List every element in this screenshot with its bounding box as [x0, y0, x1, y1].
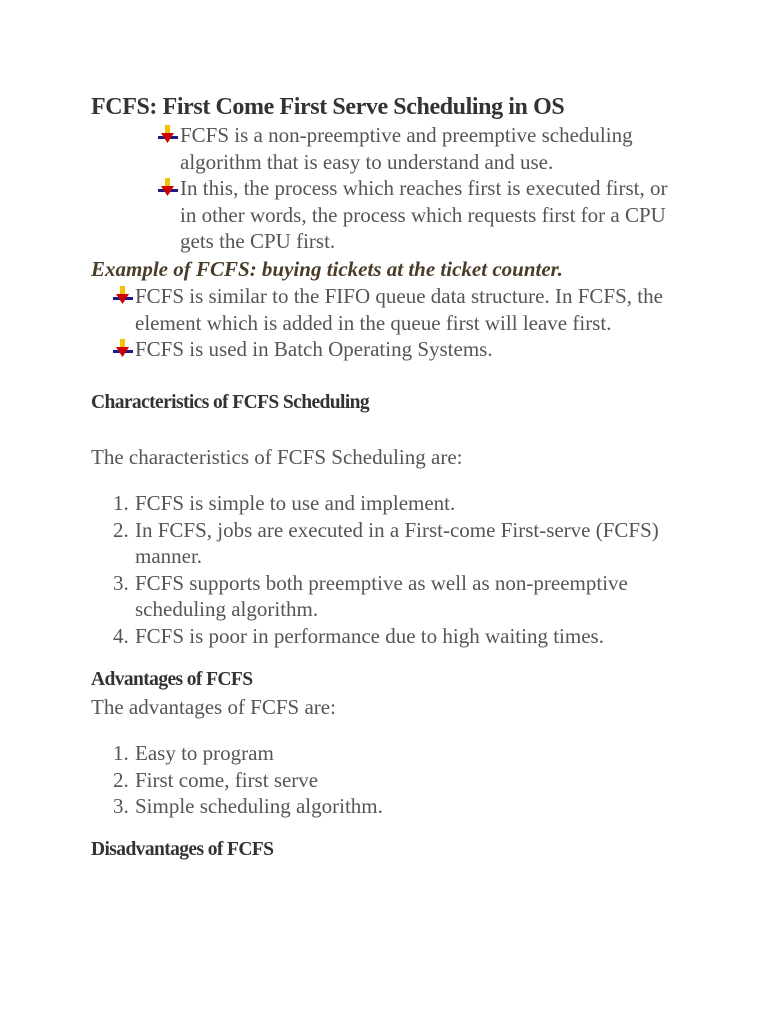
advantages-intro: The advantages of FCFS are: — [91, 695, 336, 719]
list-item — [110, 490, 670, 517]
bullet-text: In this, the process which reaches first is executed first, or in other words, the process which requests first for a CPU gets the CPU first. — [180, 176, 668, 253]
list-item-text: Simple scheduling algorithm. — [135, 794, 383, 818]
advantages-heading: Advantages of FCFS — [91, 669, 253, 690]
example-bullet-list — [135, 283, 675, 363]
list-item — [180, 122, 680, 175]
bullet-text: FCFS is used in Batch Operating Systems. — [135, 337, 493, 361]
list-item-text: Easy to program — [135, 741, 274, 765]
list-number: 2. — [113, 517, 129, 542]
list-item-text: FCFS is poor in performance due to high waiting times. — [135, 623, 604, 648]
down-arrow-bullet-icon — [158, 125, 178, 145]
list-item-text: In FCFS, jobs are executed in a First-come First-serve (FCFS) manner. — [135, 517, 659, 568]
list-item — [180, 175, 680, 255]
list-number: 1. — [113, 491, 129, 515]
list-item — [110, 740, 670, 767]
bullet-text: FCFS is a non-preemptive and preemptive scheduling algorithm that is easy to understand and use. — [180, 123, 633, 174]
list-item — [110, 517, 670, 570]
list-item — [135, 283, 675, 336]
characteristics-heading: Characteristics of FCFS Scheduling — [91, 392, 370, 413]
list-number: 1. — [113, 741, 129, 765]
down-arrow-bullet-icon — [158, 178, 178, 198]
bullet-text: FCFS is similar to the FIFO queue data structure. In FCFS, the element which is added in the queue first will leave first. — [135, 284, 663, 335]
list-item — [110, 623, 670, 650]
list-item — [110, 570, 670, 623]
list-item-text: First come, first serve — [135, 767, 319, 792]
list-item-text: FCFS is simple to use and implement. — [135, 491, 456, 515]
list-item — [110, 793, 670, 820]
list-item — [110, 767, 670, 794]
list-item — [135, 336, 675, 363]
list-number: 3. — [113, 794, 129, 818]
list-number: 3. — [113, 570, 129, 595]
down-arrow-bullet-icon — [113, 339, 133, 359]
list-number: 2. — [113, 767, 129, 792]
disadvantages-heading: Disadvantages of FCFS — [91, 839, 274, 860]
characteristics-list — [110, 490, 670, 649]
list-item-text: FCFS supports both preemptive as well as non-preemptive scheduling algorithm. — [135, 570, 628, 621]
page-title: FCFS: First Come First Serve Scheduling in OS — [91, 94, 565, 120]
characteristics-intro: The characteristics of FCFS Scheduling are: — [91, 445, 463, 469]
intro-bullet-list — [180, 122, 680, 255]
advantages-list — [110, 740, 670, 820]
list-number: 4. — [113, 623, 129, 648]
example-heading: Example of FCFS: buying tickets at the ticket counter. — [91, 257, 563, 281]
down-arrow-bullet-icon — [113, 286, 133, 306]
